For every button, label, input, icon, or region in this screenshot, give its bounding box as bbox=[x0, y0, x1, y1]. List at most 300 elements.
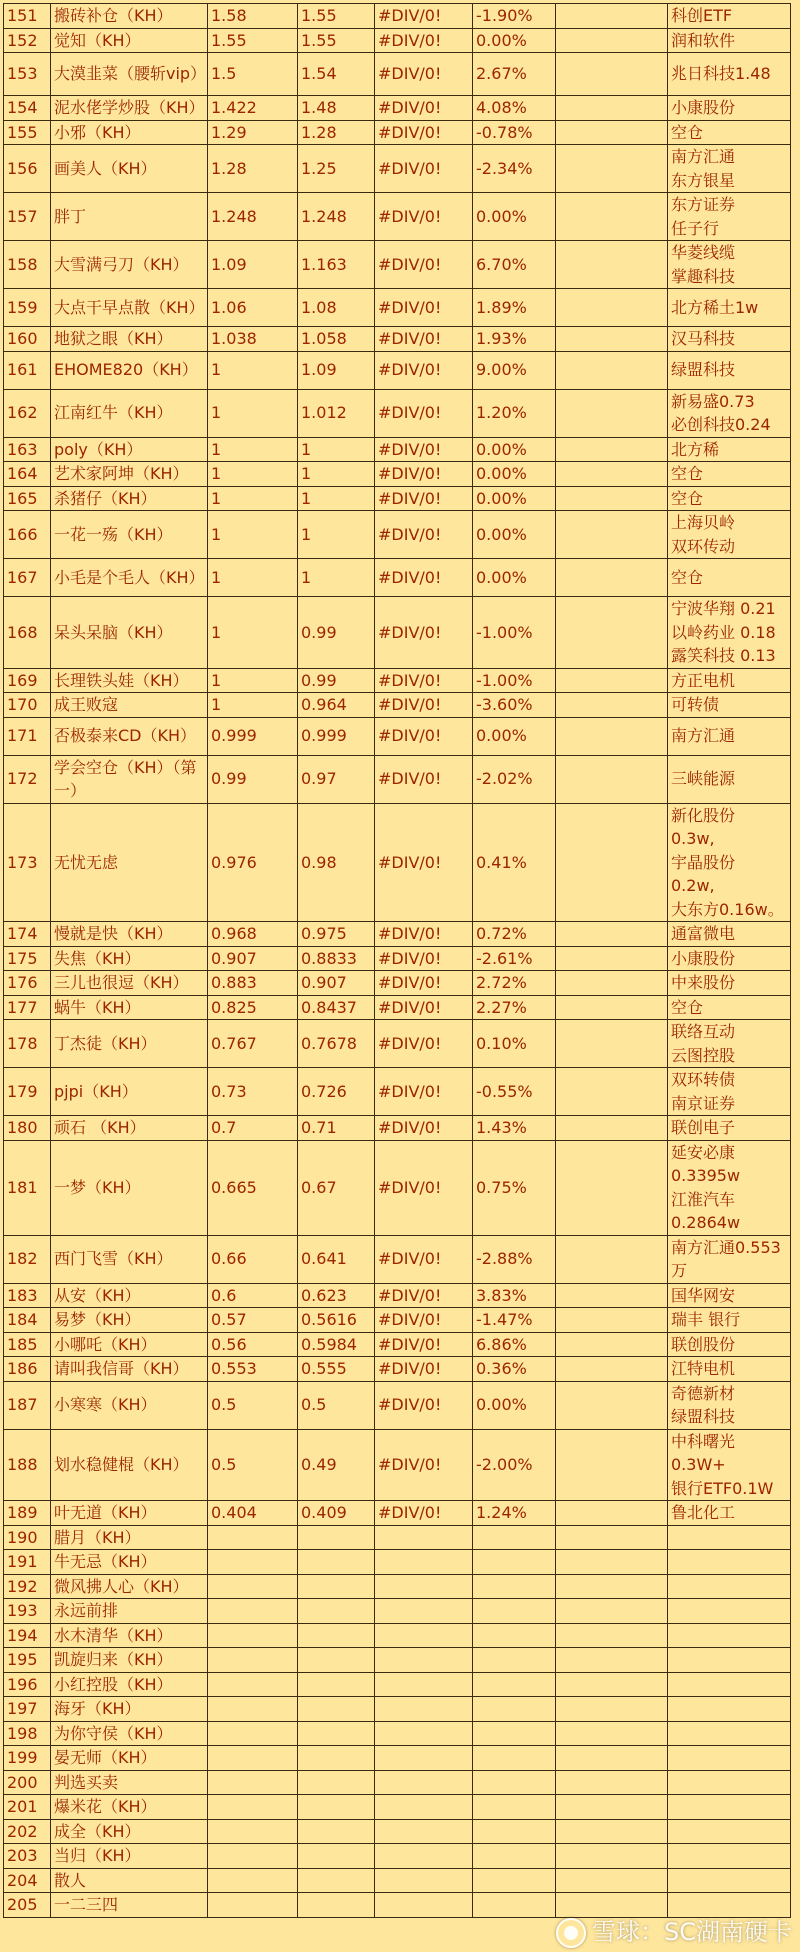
holding-line: 宁波华翔 0.21 bbox=[671, 599, 776, 618]
holdings bbox=[668, 389, 791, 437]
value-prev: 1 bbox=[208, 437, 298, 462]
holding-line: 银行ETF0.1W bbox=[671, 1478, 774, 1498]
value-current: 1.163 bbox=[298, 241, 375, 289]
row-number: 183 bbox=[4, 1283, 51, 1308]
member-name: 小红控股（KH） bbox=[51, 1672, 208, 1697]
change-percent: 0.36% bbox=[473, 1357, 556, 1382]
holdings bbox=[668, 1308, 791, 1333]
value-prev: 0.999 bbox=[208, 717, 298, 755]
change-percent: 0.41% bbox=[473, 803, 556, 922]
row-number: 205 bbox=[4, 1893, 51, 1918]
value-prev: 1 bbox=[208, 351, 298, 389]
table-row bbox=[4, 4, 791, 29]
change-percent: -0.78% bbox=[473, 120, 556, 145]
change-percent: 2.72% bbox=[473, 971, 556, 996]
value-current: 1.058 bbox=[298, 327, 375, 352]
value-current: 0.99 bbox=[298, 668, 375, 693]
div-error-cell: #DIV/0! bbox=[375, 1140, 473, 1235]
empty-cell bbox=[556, 511, 668, 559]
holdings bbox=[668, 946, 791, 971]
holding-line: 联络互动 bbox=[671, 1022, 736, 1041]
div-error-cell: #DIV/0! bbox=[375, 1332, 473, 1357]
empty-cell bbox=[556, 946, 668, 971]
value-prev: 0.883 bbox=[208, 971, 298, 996]
table-row bbox=[4, 668, 791, 693]
empty-cell bbox=[556, 1140, 668, 1235]
member-name: 地狱之眼（KH） bbox=[51, 327, 208, 352]
holdings bbox=[668, 803, 791, 922]
holdings bbox=[668, 717, 791, 755]
row-number: 184 bbox=[4, 1308, 51, 1333]
holding-line: 云图控股 bbox=[671, 1045, 736, 1065]
value-current bbox=[298, 1868, 375, 1893]
holdings bbox=[668, 1770, 791, 1795]
member-name: 失焦（KH） bbox=[51, 946, 208, 971]
change-percent: 1.24% bbox=[473, 1501, 556, 1526]
value-current: 0.5984 bbox=[298, 1332, 375, 1357]
member-name: 学会空仓（KH）（第一） bbox=[51, 755, 208, 803]
holding-line: 0.3395w bbox=[671, 1166, 741, 1185]
change-percent: 4.08% bbox=[473, 96, 556, 121]
change-percent: 1.20% bbox=[473, 389, 556, 437]
value-prev: 0.404 bbox=[208, 1501, 298, 1526]
row-number: 180 bbox=[4, 1116, 51, 1141]
table-row bbox=[4, 1574, 791, 1599]
holdings bbox=[668, 28, 791, 53]
holdings bbox=[668, 995, 791, 1020]
member-name: 海牙（KH） bbox=[51, 1697, 208, 1722]
value-current bbox=[298, 1893, 375, 1918]
value-current: 0.7678 bbox=[298, 1020, 375, 1068]
row-number: 157 bbox=[4, 193, 51, 241]
table-row bbox=[4, 1648, 791, 1673]
value-prev bbox=[208, 1623, 298, 1648]
value-prev: 1.422 bbox=[208, 96, 298, 121]
holdings bbox=[668, 241, 791, 289]
change-percent bbox=[473, 1623, 556, 1648]
row-number: 174 bbox=[4, 922, 51, 947]
table-row bbox=[4, 1746, 791, 1771]
table-row bbox=[4, 1308, 791, 1333]
value-prev: 0.6 bbox=[208, 1283, 298, 1308]
member-name: 一梦（KH） bbox=[51, 1140, 208, 1235]
row-number: 193 bbox=[4, 1599, 51, 1624]
div-error-cell bbox=[375, 1893, 473, 1918]
row-number: 172 bbox=[4, 755, 51, 803]
empty-cell bbox=[556, 1550, 668, 1575]
holding-line: 小康股份 bbox=[671, 948, 736, 968]
div-error-cell: #DIV/0! bbox=[375, 1381, 473, 1429]
change-percent: 0.00% bbox=[473, 462, 556, 487]
row-number: 198 bbox=[4, 1721, 51, 1746]
change-percent bbox=[473, 1672, 556, 1697]
change-percent: 1.93% bbox=[473, 327, 556, 352]
value-prev bbox=[208, 1721, 298, 1746]
div-error-cell: #DIV/0! bbox=[375, 1429, 473, 1501]
holdings bbox=[668, 193, 791, 241]
empty-cell bbox=[556, 1819, 668, 1844]
value-prev: 1 bbox=[208, 597, 298, 669]
value-prev: 0.976 bbox=[208, 803, 298, 922]
row-number: 191 bbox=[4, 1550, 51, 1575]
table-row bbox=[4, 1283, 791, 1308]
div-error-cell bbox=[375, 1746, 473, 1771]
holdings bbox=[668, 351, 791, 389]
row-number: 173 bbox=[4, 803, 51, 922]
empty-cell bbox=[556, 1308, 668, 1333]
holding-line: 上海贝岭 bbox=[671, 513, 736, 532]
holding-line: 科创ETF bbox=[671, 6, 733, 25]
change-percent: -3.60% bbox=[473, 693, 556, 718]
table-row bbox=[4, 1721, 791, 1746]
div-error-cell: #DIV/0! bbox=[375, 1235, 473, 1283]
holding-line: 绿盟科技 bbox=[671, 1407, 736, 1426]
div-error-cell bbox=[375, 1697, 473, 1722]
member-name: 搬砖补仓（KH） bbox=[51, 4, 208, 29]
holdings bbox=[668, 1525, 791, 1550]
holdings bbox=[668, 1672, 791, 1697]
div-error-cell: #DIV/0! bbox=[375, 486, 473, 511]
empty-cell bbox=[556, 1068, 668, 1116]
value-current bbox=[298, 1844, 375, 1869]
member-name: 微风拂人心（KH） bbox=[51, 1574, 208, 1599]
row-number: 156 bbox=[4, 145, 51, 193]
empty-cell bbox=[556, 1844, 668, 1869]
div-error-cell: #DIV/0! bbox=[375, 1283, 473, 1308]
watermark-text: 雪球：SC湖南硬卡 bbox=[592, 1918, 792, 1946]
table-row bbox=[4, 1819, 791, 1844]
holdings bbox=[668, 668, 791, 693]
table-row bbox=[4, 1068, 791, 1116]
holdings bbox=[668, 1746, 791, 1771]
div-error-cell: #DIV/0! bbox=[375, 1308, 473, 1333]
change-percent bbox=[473, 1697, 556, 1722]
table-row bbox=[4, 922, 791, 947]
row-number: 161 bbox=[4, 351, 51, 389]
value-prev: 1 bbox=[208, 389, 298, 437]
value-prev bbox=[208, 1672, 298, 1697]
row-number: 151 bbox=[4, 4, 51, 29]
row-number: 158 bbox=[4, 241, 51, 289]
holding-line: 掌趣科技 bbox=[671, 266, 736, 286]
value-current bbox=[298, 1721, 375, 1746]
value-current: 1.55 bbox=[298, 28, 375, 53]
table-row bbox=[4, 241, 791, 289]
value-current: 0.99 bbox=[298, 597, 375, 669]
value-current bbox=[298, 1623, 375, 1648]
row-number: 159 bbox=[4, 289, 51, 327]
holding-line: 三峡能源 bbox=[671, 769, 736, 789]
value-prev: 1.58 bbox=[208, 4, 298, 29]
empty-cell bbox=[556, 145, 668, 193]
member-name: 蜗牛（KH） bbox=[51, 995, 208, 1020]
holdings bbox=[668, 559, 791, 597]
row-number: 195 bbox=[4, 1648, 51, 1673]
value-current: 0.555 bbox=[298, 1357, 375, 1382]
row-number: 182 bbox=[4, 1235, 51, 1283]
holding-line: 北方稀土1w bbox=[671, 297, 759, 317]
holding-line: 露笑科技 0.13 bbox=[671, 646, 776, 665]
value-current: 0.5616 bbox=[298, 1308, 375, 1333]
value-prev: 1 bbox=[208, 462, 298, 487]
change-percent: 0.75% bbox=[473, 1140, 556, 1235]
value-current: 0.975 bbox=[298, 922, 375, 947]
change-percent bbox=[473, 1868, 556, 1893]
holdings bbox=[668, 1844, 791, 1869]
holding-line: 空仓 bbox=[671, 997, 704, 1017]
row-number: 181 bbox=[4, 1140, 51, 1235]
holding-line: 南方汇通 bbox=[671, 726, 736, 746]
change-percent bbox=[473, 1525, 556, 1550]
holding-line: 可转债 bbox=[671, 695, 720, 714]
member-name: 叶无道（KH） bbox=[51, 1501, 208, 1526]
table-row bbox=[4, 1381, 791, 1429]
div-error-cell: #DIV/0! bbox=[375, 668, 473, 693]
value-prev bbox=[208, 1746, 298, 1771]
change-percent: 0.00% bbox=[473, 511, 556, 559]
holding-line: 联创股份 bbox=[671, 1334, 736, 1354]
value-prev: 1 bbox=[208, 559, 298, 597]
member-name: 江南红牛（KH） bbox=[51, 389, 208, 437]
row-number: 201 bbox=[4, 1795, 51, 1820]
value-prev: 0.767 bbox=[208, 1020, 298, 1068]
div-error-cell: #DIV/0! bbox=[375, 351, 473, 389]
value-prev: 1.5 bbox=[208, 53, 298, 96]
empty-cell bbox=[556, 96, 668, 121]
empty-cell bbox=[556, 1795, 668, 1820]
value-current bbox=[298, 1525, 375, 1550]
holding-line: 润和软件 bbox=[671, 30, 736, 50]
member-name: 划水稳健棍（KH） bbox=[51, 1429, 208, 1501]
div-error-cell bbox=[375, 1648, 473, 1673]
div-error-cell: #DIV/0! bbox=[375, 995, 473, 1020]
value-current: 1 bbox=[298, 511, 375, 559]
div-error-cell: #DIV/0! bbox=[375, 559, 473, 597]
table-row bbox=[4, 53, 791, 96]
holdings bbox=[668, 1550, 791, 1575]
row-number: 176 bbox=[4, 971, 51, 996]
change-percent: 1.43% bbox=[473, 1116, 556, 1141]
div-error-cell bbox=[375, 1844, 473, 1869]
change-percent: 0.00% bbox=[473, 28, 556, 53]
member-name: 从安（KH） bbox=[51, 1283, 208, 1308]
div-error-cell bbox=[375, 1868, 473, 1893]
member-name: 大点干早点散（KH） bbox=[51, 289, 208, 327]
div-error-cell bbox=[375, 1574, 473, 1599]
table-row bbox=[4, 693, 791, 718]
table-row bbox=[4, 486, 791, 511]
empty-cell bbox=[556, 971, 668, 996]
table-row bbox=[4, 1550, 791, 1575]
holding-line: 小康股份 bbox=[671, 98, 736, 117]
value-current: 1.25 bbox=[298, 145, 375, 193]
value-current: 0.97 bbox=[298, 755, 375, 803]
div-error-cell: #DIV/0! bbox=[375, 96, 473, 121]
change-percent: 0.00% bbox=[473, 717, 556, 755]
div-error-cell: #DIV/0! bbox=[375, 28, 473, 53]
change-percent: 0.00% bbox=[473, 486, 556, 511]
holding-line: 江淮汽车 bbox=[671, 1189, 736, 1209]
member-name: 爆米花（KH） bbox=[51, 1795, 208, 1820]
value-prev bbox=[208, 1525, 298, 1550]
value-prev bbox=[208, 1795, 298, 1820]
member-name: 丁杰徒（KH） bbox=[51, 1020, 208, 1068]
member-name: 长理铁头娃（KH） bbox=[51, 668, 208, 693]
row-number: 194 bbox=[4, 1623, 51, 1648]
holdings bbox=[668, 1623, 791, 1648]
value-prev bbox=[208, 1893, 298, 1918]
div-error-cell bbox=[375, 1721, 473, 1746]
table-row bbox=[4, 351, 791, 389]
row-number: 196 bbox=[4, 1672, 51, 1697]
value-current: 1 bbox=[298, 462, 375, 487]
value-current: 0.49 bbox=[298, 1429, 375, 1501]
member-name: 觉知（KH） bbox=[51, 28, 208, 53]
change-percent: -2.61% bbox=[473, 946, 556, 971]
change-percent bbox=[473, 1844, 556, 1869]
holding-line: 兆日科技1.48 bbox=[671, 64, 771, 84]
member-name: EHOME820（KH） bbox=[51, 351, 208, 389]
div-error-cell: #DIV/0! bbox=[375, 755, 473, 803]
div-error-cell: #DIV/0! bbox=[375, 946, 473, 971]
change-percent: 0.00% bbox=[473, 1381, 556, 1429]
member-name: 顽石 （KH） bbox=[51, 1116, 208, 1141]
table-row bbox=[4, 946, 791, 971]
holding-line: 必创科技0.24 bbox=[671, 415, 771, 434]
holding-line: 空仓 bbox=[671, 567, 704, 587]
row-number: 179 bbox=[4, 1068, 51, 1116]
row-number: 155 bbox=[4, 120, 51, 145]
empty-cell bbox=[556, 53, 668, 96]
change-percent bbox=[473, 1721, 556, 1746]
table-row bbox=[4, 559, 791, 597]
holdings bbox=[668, 486, 791, 511]
holding-line: 绿盟科技 bbox=[671, 360, 736, 380]
holdings bbox=[668, 120, 791, 145]
holding-line: 国华网安 bbox=[671, 1285, 736, 1305]
empty-cell bbox=[556, 193, 668, 241]
change-percent bbox=[473, 1795, 556, 1820]
value-prev bbox=[208, 1819, 298, 1844]
change-percent: 9.00% bbox=[473, 351, 556, 389]
value-current: 0.726 bbox=[298, 1068, 375, 1116]
table-row bbox=[4, 1116, 791, 1141]
empty-cell bbox=[556, 1381, 668, 1429]
div-error-cell bbox=[375, 1623, 473, 1648]
value-current: 0.964 bbox=[298, 693, 375, 718]
holdings bbox=[668, 1068, 791, 1116]
holding-line: 0.3w, bbox=[671, 829, 715, 848]
holdings bbox=[668, 1648, 791, 1673]
member-name: 大漠韭菜（腰斩vip） bbox=[51, 53, 208, 96]
holdings bbox=[668, 4, 791, 29]
div-error-cell: #DIV/0! bbox=[375, 693, 473, 718]
table-row bbox=[4, 389, 791, 437]
holding-line: 东方银星 bbox=[671, 170, 736, 190]
div-error-cell: #DIV/0! bbox=[375, 145, 473, 193]
empty-cell bbox=[556, 1116, 668, 1141]
row-number: 189 bbox=[4, 1501, 51, 1526]
change-percent bbox=[473, 1648, 556, 1673]
row-number: 197 bbox=[4, 1697, 51, 1722]
table-row bbox=[4, 462, 791, 487]
div-error-cell: #DIV/0! bbox=[375, 389, 473, 437]
div-error-cell: #DIV/0! bbox=[375, 437, 473, 462]
empty-cell bbox=[556, 559, 668, 597]
empty-cell bbox=[556, 1429, 668, 1501]
change-percent: -2.02% bbox=[473, 755, 556, 803]
value-current: 1.54 bbox=[298, 53, 375, 96]
holding-line: 方正电机 bbox=[671, 670, 736, 690]
holding-line: 汉马科技 bbox=[671, 329, 736, 348]
holding-line: 奇德新材 bbox=[671, 1383, 736, 1403]
table-row bbox=[4, 327, 791, 352]
member-name: 成王败寇 bbox=[51, 693, 208, 718]
table-row bbox=[4, 1697, 791, 1722]
empty-cell bbox=[556, 1574, 668, 1599]
member-name: 否极泰来CD（KH） bbox=[51, 717, 208, 755]
table-row bbox=[4, 971, 791, 996]
table-row bbox=[4, 803, 791, 922]
row-number: 153 bbox=[4, 53, 51, 96]
member-name: 牛无忌（KH） bbox=[51, 1550, 208, 1575]
holding-line: 双环传动 bbox=[671, 536, 736, 556]
row-number: 187 bbox=[4, 1381, 51, 1429]
row-number: 152 bbox=[4, 28, 51, 53]
empty-cell bbox=[556, 1020, 668, 1068]
change-percent: -2.00% bbox=[473, 1429, 556, 1501]
change-percent: 0.72% bbox=[473, 922, 556, 947]
holding-line: 通富微电 bbox=[671, 924, 736, 943]
member-name: 艺术家阿坤（KH） bbox=[51, 462, 208, 487]
value-current bbox=[298, 1574, 375, 1599]
ranking-table bbox=[3, 3, 791, 1918]
row-number: 167 bbox=[4, 559, 51, 597]
change-percent bbox=[473, 1893, 556, 1918]
table-row bbox=[4, 1429, 791, 1501]
row-number: 202 bbox=[4, 1819, 51, 1844]
member-name: 泥水佬学炒股（KH） bbox=[51, 96, 208, 121]
member-name: 慢就是快（KH） bbox=[51, 922, 208, 947]
holdings bbox=[668, 1501, 791, 1526]
change-percent: -1.00% bbox=[473, 597, 556, 669]
row-number: 188 bbox=[4, 1429, 51, 1501]
div-error-cell: #DIV/0! bbox=[375, 597, 473, 669]
value-prev: 0.99 bbox=[208, 755, 298, 803]
div-error-cell bbox=[375, 1550, 473, 1575]
change-percent: 3.83% bbox=[473, 1283, 556, 1308]
row-number: 169 bbox=[4, 668, 51, 693]
table-row bbox=[4, 717, 791, 755]
empty-cell bbox=[556, 241, 668, 289]
holdings bbox=[668, 1235, 791, 1283]
table-row bbox=[4, 1332, 791, 1357]
table-row bbox=[4, 1844, 791, 1869]
value-current: 1 bbox=[298, 559, 375, 597]
holdings bbox=[668, 96, 791, 121]
holdings bbox=[668, 1283, 791, 1308]
holdings bbox=[668, 1429, 791, 1501]
holding-line: 新易盛0.73 bbox=[671, 391, 755, 411]
table-row bbox=[4, 1525, 791, 1550]
table-row bbox=[4, 597, 791, 669]
member-name: 胖丁 bbox=[51, 193, 208, 241]
holding-line: 中科曙光 bbox=[671, 1431, 736, 1451]
holdings bbox=[668, 971, 791, 996]
empty-cell bbox=[556, 1721, 668, 1746]
value-prev bbox=[208, 1697, 298, 1722]
value-current: 1 bbox=[298, 437, 375, 462]
